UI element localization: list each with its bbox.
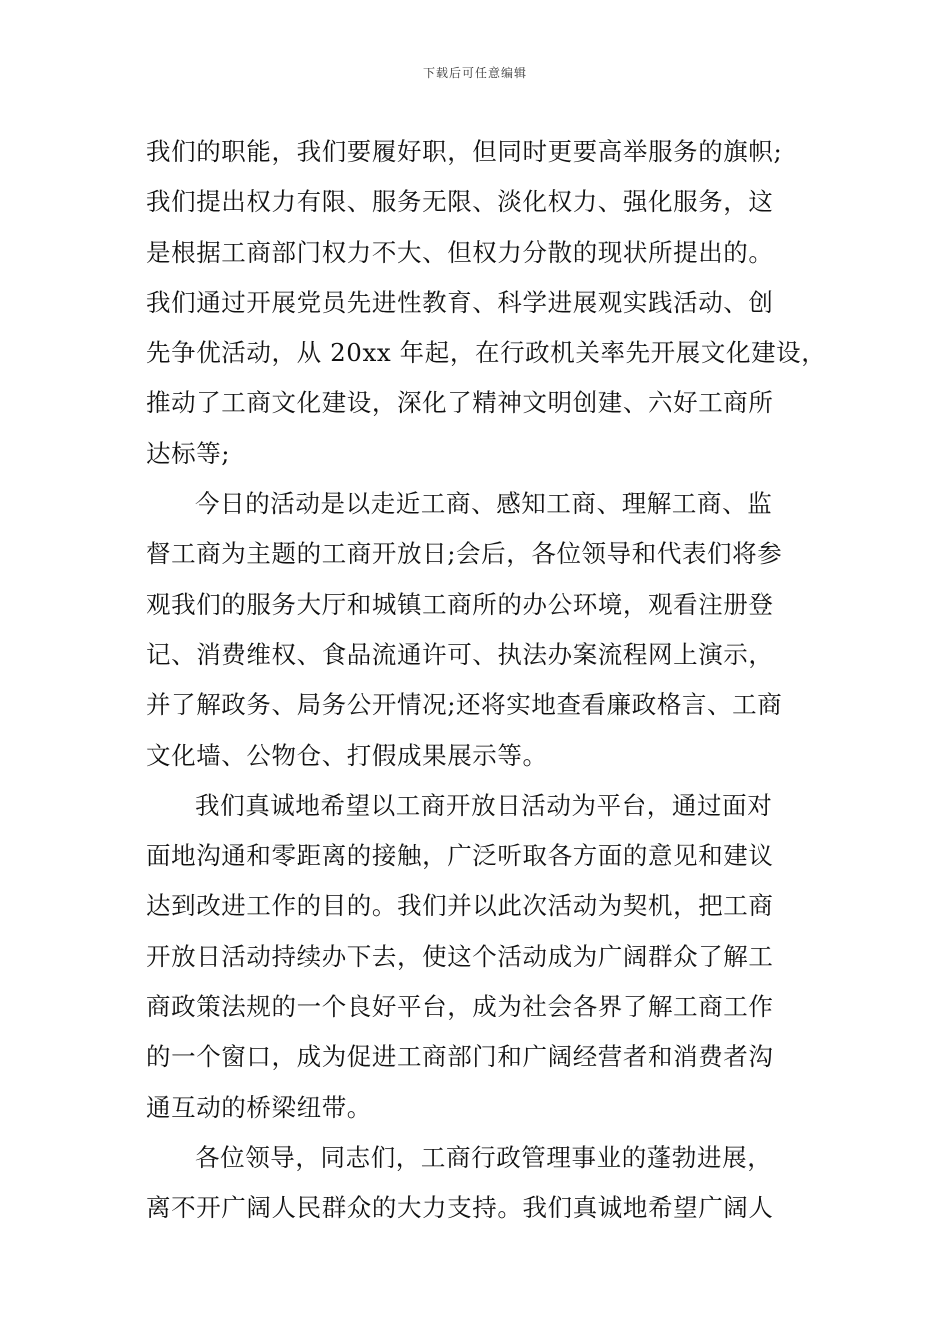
page-header-note: 下载后可任意编辑 (422, 66, 527, 80)
text-line-15: 面地沟通和零距离的接触，广泛听取各方面的意见和建议 (146, 841, 774, 871)
text-line-5: 先争优活动，从 20xx 年起，在行政机关率先开展文化建设， (146, 338, 827, 368)
text-line-9: 督工商为主题的工商开放日;会后，各位领导和代表们将参 (146, 539, 783, 569)
text-line-16: 达到改进工作的目的。我们并以此次活动为契机，把工商 (146, 891, 774, 921)
text-line-19: 的一个窗口，成为促进工商部门和广阔经营者和消费者沟 (146, 1042, 774, 1072)
text-line-2: 我们提出权力有限、服务无限、淡化权力、强化服务，这 (146, 187, 774, 217)
text-line-12: 并了解政务、局务公开情况;还将实地查看廉政格言、工商 (146, 690, 783, 720)
text-line-13: 文化墙、公物仓、打假成果展示等。 (146, 740, 548, 770)
text-line-8: 今日的活动是以走近工商、感知工商、理解工商、监 (195, 489, 773, 519)
text-line-7: 达标等; (146, 438, 231, 468)
text-line-11: 记、消费维权、食品流通许可、执法办案流程网上演示， (146, 639, 774, 669)
text-line-4: 我们通过开展党员先进性教育、科学进展观实践活动、创 (146, 287, 774, 317)
text-line-21: 各位领导，同志们，工商行政管理事业的蓬勃进展， (195, 1142, 773, 1172)
text-line-20: 通互动的桥梁纽带。 (146, 1092, 372, 1122)
text-line-17: 开放日活动持续办下去，使这个活动成为广阔群众了解工 (146, 941, 774, 971)
text-line-18: 商政策法规的一个良好平台，成为社会各界了解工商工作 (146, 992, 774, 1022)
text-line-14: 我们真诚地希望以工商开放日活动为平台，通过面对 (195, 790, 773, 820)
text-line-6: 推动了工商文化建设，深化了精神文明创建、六好工商所 (146, 388, 774, 418)
text-line-10: 观我们的服务大厅和城镇工商所的办公环境，观看注册登 (146, 589, 774, 619)
text-line-1: 我们的职能，我们要履好职，但同时更要高举服务的旗帜; (146, 137, 783, 166)
text-line-22: 离不开广阔人民群众的大力支持。我们真诚地希望广阔人 (146, 1193, 774, 1223)
text-line-3: 是根据工商部门权力不大、但权力分散的现状所提出的。 (146, 237, 774, 267)
document-body (146, 127, 827, 1234)
